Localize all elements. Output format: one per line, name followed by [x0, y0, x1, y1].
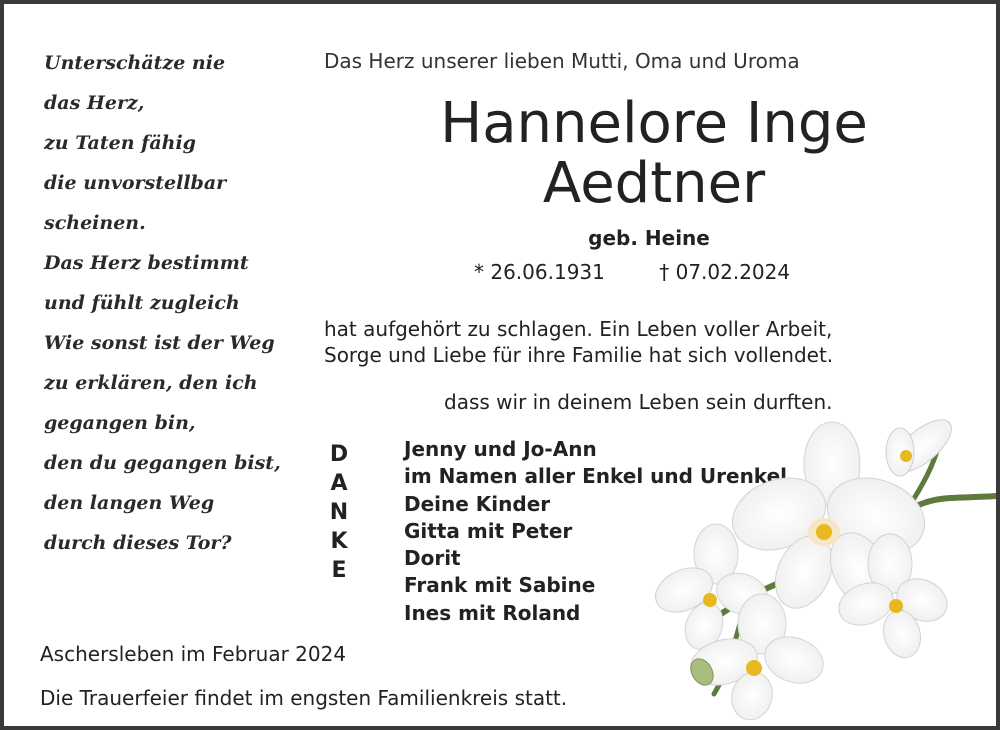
poem-line: den langen Weg	[44, 492, 215, 514]
poem	[44, 48, 284, 568]
place-date: Aschersleben im Februar 2024	[40, 642, 347, 666]
poem-line: den du gegangen bist,	[44, 452, 281, 474]
danke-letter: D	[329, 442, 349, 467]
poem-line: scheinen.	[44, 212, 146, 234]
name-line-1: Hannelore Inge	[440, 91, 868, 156]
message	[324, 316, 884, 368]
name-line-2: Aedtner	[542, 151, 766, 216]
signer: Jenny und Jo-Ann	[404, 437, 597, 461]
orchid-bloom	[884, 411, 960, 482]
danke-letter: A	[330, 471, 348, 496]
signer: im Namen aller Enkel und Urenkel	[404, 464, 787, 489]
life-dates	[474, 260, 854, 284]
intro-text: Das Herz unserer lieben Mutti, Oma und Uroma	[324, 49, 800, 73]
poem-line: Wie sonst ist der Weg	[44, 332, 275, 354]
maiden-name: geb. Heine	[588, 226, 710, 250]
death-date: † 07.02.2024	[659, 260, 791, 284]
danke-vertical	[324, 440, 354, 585]
poem-line: das Herz,	[44, 92, 145, 114]
signer: Ines mit Roland	[404, 600, 581, 625]
message-line-1: hat aufgehört zu schlagen. Ein Leben voller Arbeit,	[324, 317, 833, 341]
signer: Deine Kinder	[404, 491, 551, 516]
poem-line: zu erklären, den ich	[44, 372, 258, 394]
signer: Gitta mit Peter	[404, 518, 573, 543]
danke-letter: E	[331, 558, 347, 583]
poem-line: Unterschätze nie	[44, 52, 226, 74]
poem-line: und fühlt zugleich	[44, 292, 240, 314]
poem-line: durch dieses Tor?	[44, 532, 232, 554]
signer: Dorit	[404, 546, 461, 571]
orchid-flower-image	[654, 404, 996, 726]
danke-letter: N	[329, 500, 349, 525]
funeral-note: Die Trauerfeier findet im engsten Familienkreis statt.	[40, 686, 568, 710]
thanks-line: dass wir in deinem Leben sein durften.	[444, 390, 833, 414]
poem-line: zu Taten fähig	[44, 132, 196, 154]
deceased-name	[394, 91, 914, 216]
message-line-2: Sorge und Liebe für ihre Familie hat sich vollendet.	[324, 343, 834, 367]
danke-letter: K	[330, 529, 348, 554]
poem-line: gegangen bin,	[44, 412, 196, 434]
poem-line: die unvorstellbar	[44, 172, 227, 194]
signer: Frank mit Sabine	[404, 573, 596, 598]
poem-line: Das Herz bestimmt	[44, 252, 249, 274]
birth-date: * 26.06.1931	[474, 260, 605, 284]
